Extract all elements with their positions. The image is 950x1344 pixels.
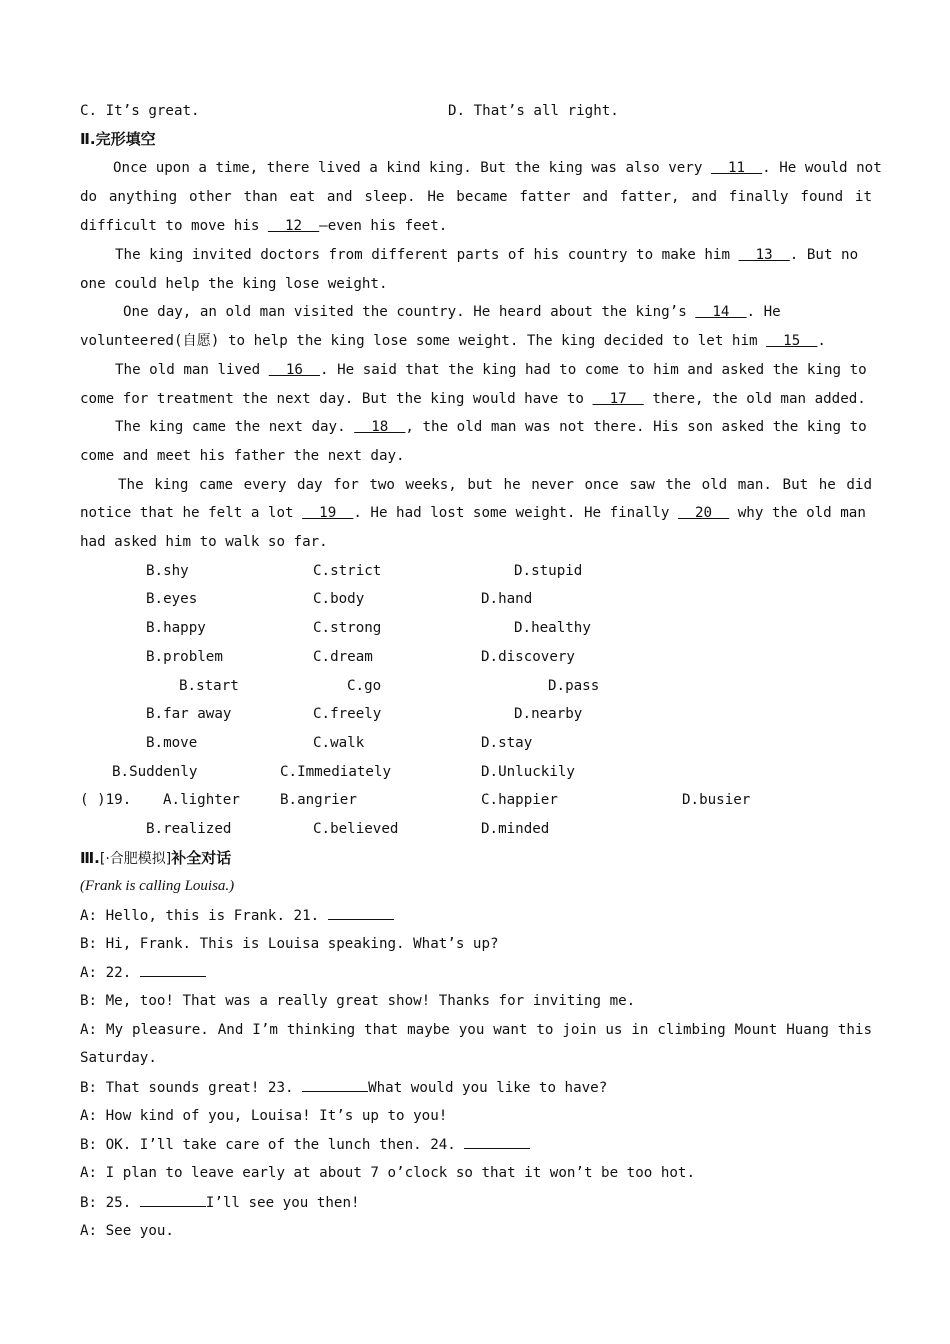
option-b[interactable]: B.move [146, 735, 198, 751]
passage-line: The king came every day for two weeks, but he never once saw the old man. But he did [118, 477, 872, 493]
option-d[interactable]: D.nearby [514, 706, 583, 722]
answer-blank-25[interactable] [140, 1192, 206, 1207]
option-b[interactable]: B.realized [146, 821, 232, 837]
passage-line: one could help the king lose weight. [80, 276, 388, 292]
blank-20[interactable]: 20 [677, 505, 730, 521]
dialogue-line: B: OK. I’ll take care of the lunch then. 24. [80, 1134, 872, 1155]
dialogue-line: A: How kind of you, Louisa! It’s up to you! [80, 1108, 448, 1124]
blank-13[interactable]: 13 [738, 247, 790, 263]
option-c[interactable]: C.walk [313, 735, 365, 751]
blank-16[interactable]: 16 [268, 362, 321, 378]
option-c[interactable]: C.dream [313, 649, 373, 665]
passage-line: One day, an old man visited the country. He heard about the king’s 14 . He [123, 304, 781, 320]
option-c[interactable]: C.happier [481, 792, 558, 808]
option-a[interactable]: A.lighter [163, 792, 240, 808]
option-b[interactable]: B.happy [146, 620, 206, 636]
option-b[interactable]: B.eyes [146, 591, 198, 607]
option-b[interactable]: B.far away [146, 706, 232, 722]
option-d[interactable]: D.hand [481, 591, 533, 607]
option-b[interactable]: B.start [179, 678, 239, 694]
blank-11[interactable]: 11 [710, 160, 763, 176]
answer-blank-24[interactable] [464, 1134, 530, 1149]
passage-line: come for treatment the next day. But the king would have to 17 there, the old man added. [80, 391, 866, 407]
option-c[interactable]: C.freely [313, 706, 382, 722]
option-d[interactable]: D.stay [481, 735, 533, 751]
dialogue-line: B: 25. I’ll see you then! [80, 1192, 872, 1213]
dialogue-line: Saturday. [80, 1050, 157, 1066]
option-c[interactable]: C.strict [313, 563, 382, 579]
blank-18[interactable]: 18 [354, 419, 406, 435]
dialogue-line: B: Me, too! That was a really great show! Thanks for inviting me. [80, 993, 636, 1009]
option-d[interactable]: D.stupid [514, 563, 583, 579]
blank-15[interactable]: 15 [766, 333, 818, 349]
option-d[interactable]: D.pass [548, 678, 600, 694]
dialogue-line: B: That sounds great! 23. What would you like to have? [80, 1077, 872, 1098]
passage-line: come and meet his father the next day. [80, 448, 405, 464]
passage-line: volunteered(自愿) to help the king lose some weight. The king decided to let him 15 . [80, 333, 826, 349]
blank-14[interactable]: 14 [695, 304, 747, 320]
passage-line: The old man lived 16 . He said that the king had to come to him and asked the king to [115, 362, 867, 378]
dialogue-line: A: See you. [80, 1223, 174, 1239]
dialogue-line: A: My pleasure. And I’m thinking that maybe you want to join us in climbing Mount Huang this [80, 1022, 872, 1038]
passage-line: The king invited doctors from different parts of his country to make him 13 . But no [115, 247, 859, 263]
option-c[interactable]: C.Immediately [280, 764, 392, 780]
blank-17[interactable]: 17 [592, 391, 644, 407]
section-2-title: Ⅱ.完形填空 [80, 130, 156, 148]
dialogue-line: B: Hi, Frank. This is Louisa speaking. What’s up? [80, 936, 499, 952]
option-d[interactable]: D.healthy [514, 620, 591, 636]
passage-line: had asked him to walk so far. [80, 534, 328, 550]
section-3-title: Ⅲ.[·合肥模拟]补全对话 [80, 849, 232, 867]
passage-line: do anything other than eat and sleep. He became fatter and fatter, and finally found it [80, 189, 872, 205]
dialogue-line: A: 22. [80, 962, 872, 983]
option-b[interactable]: B.Suddenly [112, 764, 198, 780]
option-d-prev: D. That’s all right. [448, 103, 619, 119]
option-d[interactable]: D.Unluckily [481, 764, 575, 780]
option-d[interactable]: D.minded [481, 821, 550, 837]
passage-line: The king came the next day. 18 , the old man was not there. His son asked the king to [115, 419, 867, 435]
option-c[interactable]: C.body [313, 591, 365, 607]
option-b[interactable]: B.shy [146, 563, 189, 579]
answer-blank-21[interactable] [328, 905, 394, 920]
blank-12[interactable]: 12 [267, 218, 320, 234]
answer-blank-22[interactable] [140, 962, 206, 977]
dialogue-intro: (Frank is calling Louisa.) [80, 878, 235, 894]
option-b[interactable]: B.problem [146, 649, 223, 665]
option-b[interactable]: B.angrier [280, 792, 357, 808]
dialogue-line: A: Hello, this is Frank. 21. [80, 905, 872, 926]
option-d[interactable]: D.busier [682, 792, 751, 808]
answer-blank-23[interactable] [302, 1077, 368, 1092]
dialogue-line: A: I plan to leave early at about 7 o’clock so that it won’t be too hot. [80, 1165, 695, 1181]
option-c[interactable]: C.go [347, 678, 382, 694]
blank-19[interactable]: 19 [302, 505, 354, 521]
option-c[interactable]: C.strong [313, 620, 382, 636]
passage-line: difficult to move his 12 —even his feet. [80, 218, 448, 234]
question-number: ( )19. [80, 792, 132, 808]
option-c[interactable]: C.believed [313, 821, 399, 837]
option-d[interactable]: D.discovery [481, 649, 575, 665]
passage-line: Once upon a time, there lived a kind king. But the king was also very 11 . He would not [113, 160, 882, 176]
passage-line: notice that he felt a lot 19 . He had lost some weight. He finally 20 why the old man [80, 505, 866, 521]
option-c-prev: C. It’s great. [80, 103, 200, 119]
